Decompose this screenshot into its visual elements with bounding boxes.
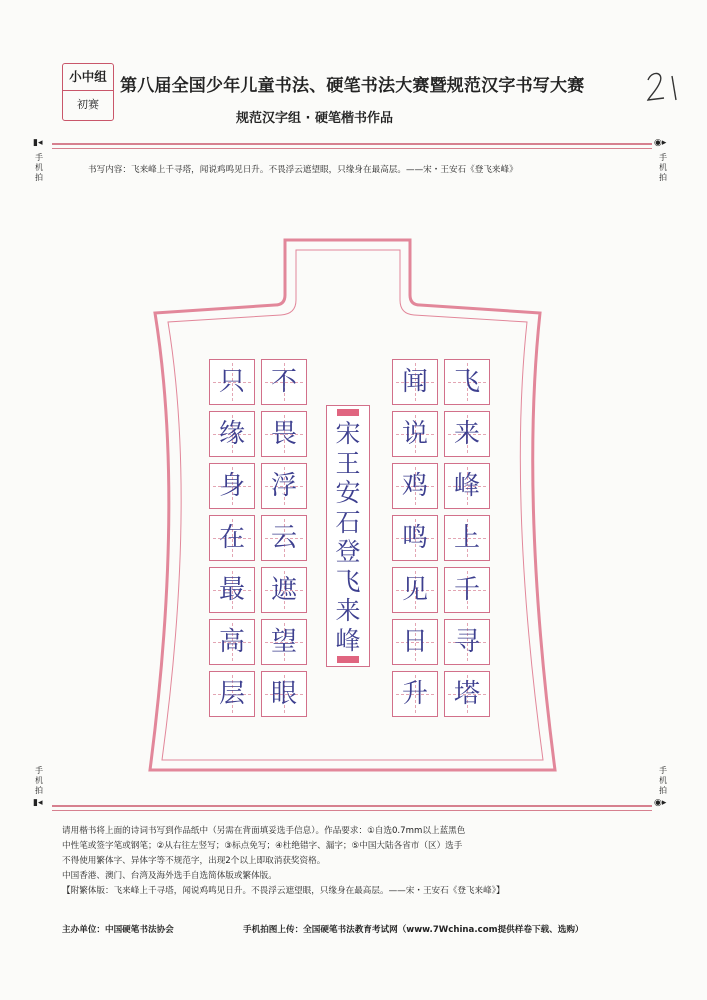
signature-character: 来 xyxy=(335,596,361,625)
handwritten-character: 说 xyxy=(401,419,428,449)
character-cell xyxy=(392,359,438,405)
character-cell xyxy=(209,619,255,665)
character-cell xyxy=(209,411,255,457)
signature-character: 宋 xyxy=(335,419,361,448)
bracket-top xyxy=(337,409,359,416)
handwritten-character: 层 xyxy=(218,679,245,709)
signature-character: 登 xyxy=(335,537,361,566)
upload-info: 手机拍图上传：全国硬笔书法教育考试网（www.7Wchina.com提供样卷下载、选购） xyxy=(243,925,584,935)
handwritten-character: 来 xyxy=(453,419,480,449)
handwritten-character: 升 xyxy=(401,679,428,709)
character-cell xyxy=(444,463,490,509)
bottom-divider-thin xyxy=(52,810,652,811)
handwritten-character: 峰 xyxy=(453,471,480,501)
traditional-version: 【附繁体版：飞来峰上千寻塔，闻说鸡鸣见日升。不畏浮云遮望眼，只缘身在最高层。——宋・王安石《登飞来峰》】 xyxy=(62,886,505,896)
handwritten-character: 飞 xyxy=(453,367,480,397)
group-label: 小中组 xyxy=(63,64,113,91)
handwritten-character: 望 xyxy=(270,627,297,657)
character-cell xyxy=(261,671,307,717)
requirements-text xyxy=(62,824,662,899)
handwritten-character: 见 xyxy=(401,575,428,605)
handwritten-character: 缘 xyxy=(218,419,245,449)
handwritten-character: 只 xyxy=(218,367,245,397)
character-cell xyxy=(444,619,490,665)
camera-icon: ◉▸ xyxy=(654,138,667,148)
character-cell xyxy=(261,619,307,665)
character-cell xyxy=(261,567,307,613)
handwritten-character: 上 xyxy=(453,523,480,553)
character-cell xyxy=(209,515,255,561)
character-cell xyxy=(261,515,307,561)
handwritten-character: 鸡 xyxy=(401,471,428,501)
handwritten-character: 浮 xyxy=(270,471,297,501)
signature-character: 峰 xyxy=(335,625,361,655)
handwritten-character: 高 xyxy=(218,627,245,657)
handwritten-character: 鸣 xyxy=(401,523,428,553)
handwritten-character: 日 xyxy=(401,627,428,657)
bracket-bottom xyxy=(337,656,359,663)
handwritten-character: 闻 xyxy=(401,367,428,397)
signature-character: 王 xyxy=(335,448,361,478)
character-cell xyxy=(392,515,438,561)
character-cell xyxy=(444,411,490,457)
character-cell xyxy=(392,463,438,509)
handwritten-character: 不 xyxy=(270,367,297,397)
work-subtitle: 规范汉字组 · 硬笔楷书作品 xyxy=(236,111,393,126)
handwritten-character: 千 xyxy=(453,575,480,605)
requirements-line: 中性笔或签字笔或钢笔；②从右往左竖写；③标点免写；④杜绝错字、漏字；⑤中国大陆各省市（区）选手 xyxy=(62,841,463,851)
requirements-line: 不得使用繁体字、异体字等不规范字，出现2个以上即取消获奖资格。 xyxy=(62,856,326,866)
character-cell xyxy=(392,567,438,613)
corner-label-bottom-left: 手机拍 xyxy=(35,766,43,795)
character-cell xyxy=(261,359,307,405)
character-cell xyxy=(261,463,307,509)
handwritten-character: 塔 xyxy=(453,679,480,709)
requirements-line: 中国香港、澳门、台湾及海外选手自选简体版或繁体版。 xyxy=(62,871,277,881)
signature-character: 石 xyxy=(335,507,361,537)
character-cell xyxy=(261,411,307,457)
signature-character: 飞 xyxy=(335,566,361,596)
character-cell xyxy=(209,463,255,509)
character-cell xyxy=(392,619,438,665)
signature-character: 安 xyxy=(335,478,361,507)
handwritten-character: 寻 xyxy=(453,627,480,657)
character-cell xyxy=(392,671,438,717)
character-cell xyxy=(444,567,490,613)
character-cell xyxy=(444,515,490,561)
handwritten-character: 畏 xyxy=(270,419,297,449)
bottom-divider xyxy=(52,805,652,807)
writing-content: 书写内容：飞来峰上千寻塔，闻说鸡鸣见日升。不畏浮云遮望眼，只缘身在最高层。——宋・王安石《登飞来峰》 xyxy=(88,165,518,175)
signature-column xyxy=(326,405,370,667)
character-cell xyxy=(209,671,255,717)
character-cell xyxy=(444,671,490,717)
camera-icon: ◉▸ xyxy=(654,798,667,808)
handwritten-character: 最 xyxy=(218,575,245,605)
stage-label: 初赛 xyxy=(77,98,99,111)
corner-label-top-left: 手机拍 xyxy=(35,153,43,182)
character-cell xyxy=(209,567,255,613)
handwritten-character: 眼 xyxy=(270,679,297,709)
character-cell xyxy=(392,411,438,457)
corner-label-bottom-right: 手机拍 xyxy=(659,766,667,795)
handwritten-character: 遮 xyxy=(270,575,297,605)
requirements-line: 请用楷书将上面的诗词书写到作品纸中（另需在背面填妥选手信息）。作品要求：①自选0.7mm以上蓝黑色 xyxy=(62,826,466,836)
character-cell xyxy=(444,359,490,405)
competition-title: 第八届全国少年儿童书法、硬笔书法大赛暨规范汉字书写大赛 xyxy=(120,76,585,96)
camera-icon: ▮◂ xyxy=(33,138,43,148)
character-cell xyxy=(209,359,255,405)
organizer: 主办单位：中国硬笔书法协会 xyxy=(62,925,174,935)
handwritten-character: 身 xyxy=(218,471,245,501)
camera-icon: ▮◂ xyxy=(33,798,43,808)
corner-label-top-right: 手机拍 xyxy=(659,153,667,182)
handwritten-character: 在 xyxy=(218,523,245,553)
handwritten-character: 云 xyxy=(270,523,297,553)
